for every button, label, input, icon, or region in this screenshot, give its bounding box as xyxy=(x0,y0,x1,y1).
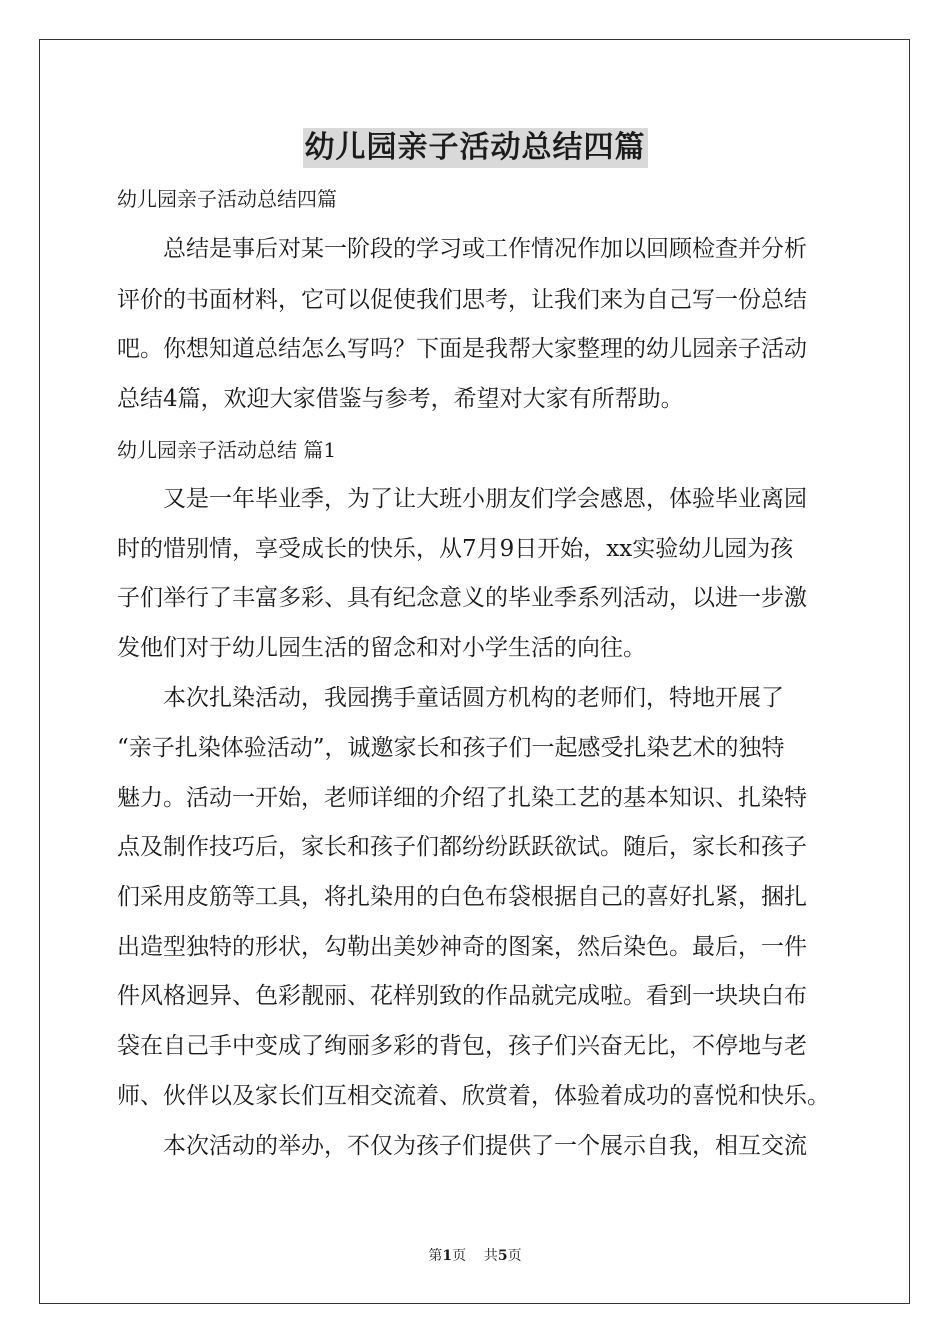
document-title: 幼儿园亲子活动总结四篇 xyxy=(303,128,648,168)
paragraph-line: 出造型独特的形状，勾勒出美妙神奇的图案，然后染色。最后，一件 xyxy=(117,934,807,960)
paragraph-line: 本次活动的举办，不仅为孩子们提供了一个展示自我，相互交流 xyxy=(163,1133,807,1159)
paragraph-line: 魅力。活动一开始，老师详细的介绍了扎染工艺的基本知识、扎染特 xyxy=(117,785,807,811)
paragraph-line: 件风格迥异、色彩靓丽、花样别致的作品就完成啦。看到一块块白布 xyxy=(117,983,807,1009)
page-footer xyxy=(0,1247,950,1265)
paragraph-line: 本次扎染活动，我园携手童话圆方机构的老师们，特地开展了 xyxy=(163,685,784,711)
paragraph-line: 子们举行了丰富多彩、具有纪念意义的毕业季系列活动，以进一步激 xyxy=(117,585,807,611)
paragraph-line: 点及制作技巧后，家长和孩子们都纷纷跃跃欲试。随后，家长和孩子 xyxy=(117,834,807,860)
paragraph-line: 师、伙伴以及家长们互相交流着、欣赏着，体验着成功的喜悦和快乐。 xyxy=(117,1083,830,1109)
page-number-prefix: 第 xyxy=(428,1248,443,1264)
page-number-middle: 页 共 xyxy=(452,1248,498,1264)
paragraph-line: 又是一年毕业季，为了让大班小朋友们学会感恩，体验毕业离园 xyxy=(163,486,807,512)
subtitle-line: 幼儿园亲子活动总结四篇 xyxy=(117,187,337,211)
page-number-suffix: 页 xyxy=(507,1248,522,1264)
section-heading: 幼儿园亲子活动总结 篇1 xyxy=(117,438,337,462)
paragraph-line: 时的惜别情，享受成长的快乐，从7月9日开始，xx实验幼儿园为孩 xyxy=(117,536,794,562)
paragraph-line: 总结4篇，欢迎大家借鉴与参考，希望对大家有所帮助。 xyxy=(117,386,684,412)
paragraph-line: 评价的书面材料，它可以促使我们思考，让我们来为自己写一份总结 xyxy=(117,287,807,313)
paragraph-line: “亲子扎染体验活动”，诚邀家长和孩子们一起感受扎染艺术的独特 xyxy=(117,735,785,761)
total-page-number: 5 xyxy=(497,1248,508,1264)
current-page-number: 1 xyxy=(442,1248,453,1264)
paragraph-line: 袋在自己手中变成了绚丽多彩的背包，孩子们兴奋无比，不停地与老 xyxy=(117,1033,807,1059)
document-title-block xyxy=(0,128,950,170)
paragraph-line: 吧。你想知道总结怎么写吗？下面是我帮大家整理的幼儿园亲子活动 xyxy=(117,336,807,362)
paragraph-line: 总结是事后对某一阶段的学习或工作情况作加以回顾检查并分析 xyxy=(163,236,807,262)
paragraph-line: 发他们对于幼儿园生活的留念和对小学生活的向往。 xyxy=(117,635,646,661)
paragraph-line: 们采用皮筋等工具，将扎染用的白色布袋根据自己的喜好扎紧，捆扎 xyxy=(117,884,807,910)
page-border xyxy=(39,39,910,1304)
